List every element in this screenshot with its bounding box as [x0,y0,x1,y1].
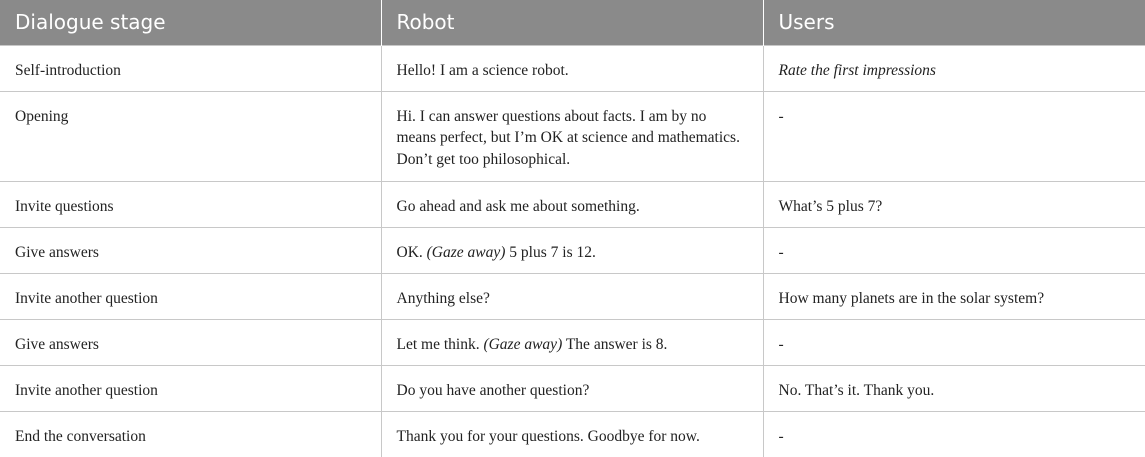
stage-cell: Opening [0,91,381,181]
users-cell: - [763,411,1145,457]
robot-cell: Go ahead and ask me about something. [381,181,763,227]
robot-cell: Hello! I am a science robot. [381,45,763,91]
robot-stage-direction: (Gaze away) [426,243,506,261]
header-users: Users [763,0,1145,45]
robot-cell: Anything else? [381,273,763,319]
robot-text-post: The answer is 8. [565,335,668,353]
table-row [0,319,1145,365]
users-cell: How many planets are in the solar system? [763,273,1145,319]
table-row [0,273,1145,319]
users-cell: - [763,227,1145,273]
table-body [0,45,1145,457]
table-row [0,227,1145,273]
robot-text-pre: OK. [396,243,423,261]
robot-cell [381,227,763,273]
stage-cell: Invite another question [0,273,381,319]
stage-cell: Give answers [0,227,381,273]
users-cell [763,45,1145,91]
robot-stage-direction: (Gaze away) [483,335,563,353]
users-italic-text: Rate the first impressions [778,61,936,79]
header-dialogue-stage: Dialogue stage [0,0,381,45]
stage-cell: Give answers [0,319,381,365]
table-row [0,45,1145,91]
header-row [0,0,1145,45]
robot-text-post: 5 plus 7 is 12. [509,243,596,261]
stage-cell: Self-introduction [0,45,381,91]
users-cell: No. That’s it. Thank you. [763,365,1145,411]
robot-cell: Thank you for your questions. Goodbye for now. [381,411,763,457]
table-row [0,365,1145,411]
users-cell: What’s 5 plus 7? [763,181,1145,227]
table-row [0,411,1145,457]
users-cell: - [763,91,1145,181]
users-cell: - [763,319,1145,365]
stage-cell: Invite another question [0,365,381,411]
stage-cell: Invite questions [0,181,381,227]
stage-cell: End the conversation [0,411,381,457]
table-row [0,91,1145,181]
robot-cell: Do you have another question? [381,365,763,411]
robot-text-pre: Let me think. [396,335,480,353]
header-robot: Robot [381,0,763,45]
robot-cell: Hi. I can answer questions about facts. I am by no means perfect, but I’m OK at science and mathematics. Don’t get too philosophical. [381,91,763,181]
table-row [0,181,1145,227]
robot-cell [381,319,763,365]
table-header [0,0,1145,45]
